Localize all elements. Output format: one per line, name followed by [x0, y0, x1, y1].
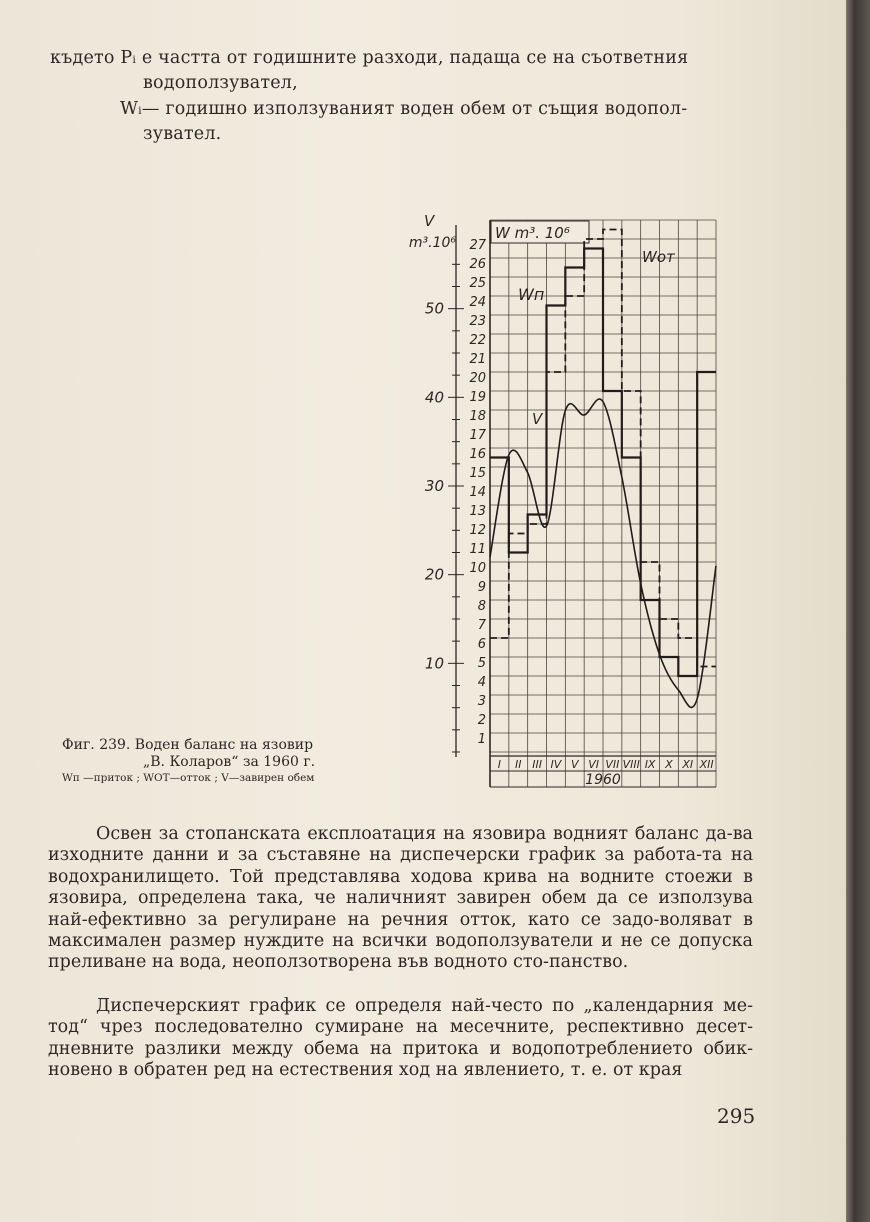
w-tick-label: 22	[469, 333, 486, 348]
month-label: VII	[605, 758, 620, 771]
w-tick-label: 11	[469, 542, 486, 557]
text-line-4: зувател.	[143, 124, 222, 144]
v-tick-label: 40	[424, 388, 444, 407]
month-label: IV	[550, 758, 562, 771]
w-tick-label: 21	[469, 352, 486, 367]
month-label: XII	[699, 758, 714, 771]
figure-caption-line-1: Фиг. 239. Воден баланс на язовир	[62, 737, 314, 753]
series-label-v: V	[532, 410, 543, 428]
w-tick-label: 19	[469, 390, 486, 405]
v-tick-label: 20	[424, 565, 444, 584]
text-line-3: Wᵢ— годишно използуваният воден обем от същия водопол-	[120, 99, 688, 119]
w-tick-label: 4	[477, 675, 486, 690]
w-tick-label: 8	[477, 599, 486, 614]
w-tick-label: 26	[469, 257, 486, 272]
w-tick-label: 2	[477, 713, 486, 728]
w-tick-label: 3	[477, 694, 486, 709]
body-paragraph-2: Диспечерският график се определя най-често по „календарния ме-тод“ чрез последователно сумиране на месечните, респективно десет-дневните разлики между обема на притока и водопотреблението обик-новено в обратен ред на естествения ход на явлението, т. е. от края	[48, 996, 753, 1081]
w-tick-label: 13	[469, 504, 486, 519]
month-label: X	[665, 758, 673, 771]
water-balance-chart	[380, 200, 740, 790]
figure-caption-line-2: „В. Коларов“ за 1960 г.	[143, 754, 316, 770]
w-tick-label: 9	[477, 580, 486, 595]
w-tick-label: 6	[477, 637, 486, 652]
text-line-2: водоползувател,	[143, 73, 298, 93]
w-tick-label: 24	[469, 295, 486, 310]
month-label: V	[570, 758, 579, 771]
w-tick-label: 18	[469, 409, 486, 424]
month-label: VI	[588, 758, 599, 771]
series-label-w-inflow: Wп	[518, 285, 545, 304]
v-axis-label: V	[424, 212, 435, 230]
month-label: I	[497, 758, 502, 771]
v-tick-label: 50	[424, 299, 444, 318]
v-tick-label: 10	[424, 654, 444, 673]
w-tick-label: 10	[469, 561, 486, 576]
w-tick-label: 1	[477, 732, 486, 747]
w-tick-label: 27	[469, 238, 486, 253]
text-line-1: където Pᵢ е частта от годишните разходи, падаща се на съответния	[50, 48, 689, 68]
w-tick-label: 23	[469, 314, 486, 329]
page-edge	[846, 0, 870, 1222]
month-label: III	[532, 758, 542, 771]
w-tick-label: 7	[477, 618, 486, 633]
w-tick-label: 14	[469, 485, 486, 500]
series-label-w-outflow: Wот	[642, 248, 675, 266]
month-label: IX	[644, 758, 656, 771]
w-tick-label: 20	[469, 371, 486, 386]
w-tick-label: 17	[469, 428, 486, 443]
w-axis-title: W m³. 10⁶	[495, 224, 570, 242]
figure-legend: Wп —приток ; WОТ—отток ; V—завирен обем	[62, 772, 315, 784]
v-axis-unit: m³.10⁶	[408, 235, 456, 251]
page-number: 295	[717, 1104, 756, 1128]
w-tick-label: 15	[469, 466, 486, 481]
month-label: II	[515, 758, 522, 771]
w-tick-label: 25	[469, 276, 486, 291]
w-tick-label: 16	[469, 447, 486, 462]
month-label: XI	[682, 758, 694, 771]
month-label: VIII	[622, 758, 640, 771]
year-label: 1960	[585, 772, 621, 788]
w-tick-label: 5	[477, 656, 486, 671]
body-paragraph-1: Освен за стопанската експлоатация на язовира водният баланс да-ва изходните данни и за съставяне на диспечерски график за работа-та на водохранилището. Той представлява ходова крива на водните стоежи в язовира, определена така, че наличният завирен обем да се използува най-ефективно за регулиране на речния отток, като се задо-воляват в максимален размер нуждите на всички водоползуватели и не се допуска преливане на вода, неоползотворена във водното сто-панство.	[48, 824, 753, 973]
v-tick-label: 30	[424, 477, 444, 495]
w-tick-label: 12	[469, 523, 486, 538]
chart-labels	[409, 212, 714, 788]
